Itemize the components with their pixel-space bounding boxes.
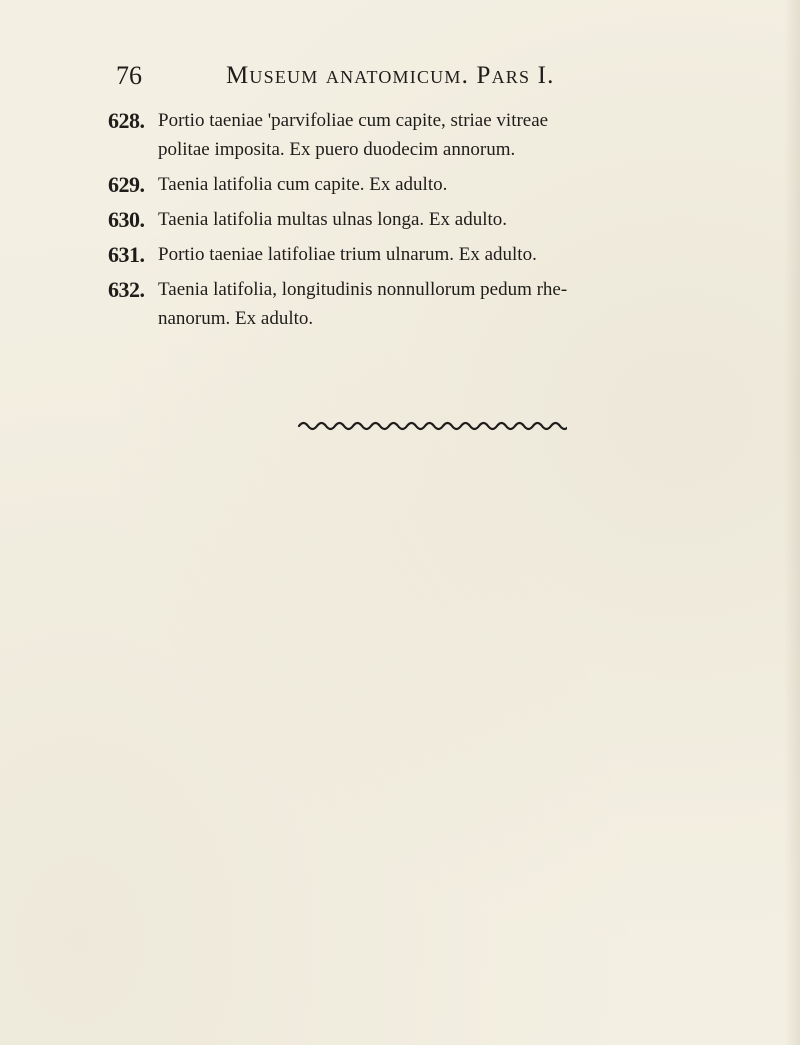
entry-text-line: Taenia latifolia cum capite. Ex adulto. bbox=[158, 174, 448, 195]
entry-text-line: Portio taeniae latifoliae trium ulnarum. Ex adulto. bbox=[158, 244, 537, 265]
running-title: Museum anatomicum. Pars I. bbox=[226, 62, 555, 89]
catalogue-entry bbox=[108, 106, 756, 164]
catalogue-entry bbox=[108, 275, 756, 333]
entry-number: 628. bbox=[108, 108, 145, 133]
page-header bbox=[116, 60, 676, 96]
entry-number: 630. bbox=[108, 207, 145, 232]
entry-text-line: politae imposita. Ex puero duodecim annorum. bbox=[158, 139, 516, 160]
entry-text-line: Taenia latifolia, longitudinis nonnullorum pedum rhe- bbox=[158, 279, 568, 300]
entry-text-line: Taenia latifolia multas ulnas longa. Ex adulto. bbox=[158, 209, 508, 230]
wavy-ornament-icon bbox=[297, 418, 567, 432]
catalogue-entry bbox=[108, 205, 756, 234]
catalogue-entry bbox=[108, 240, 756, 269]
catalogue-entries bbox=[108, 106, 756, 339]
entry-text-line: nanorum. Ex adulto. bbox=[158, 308, 314, 329]
page-number: 76 bbox=[116, 61, 142, 90]
page-edge-shadow bbox=[784, 0, 800, 1045]
entry-number: 629. bbox=[108, 172, 145, 197]
entry-number: 632. bbox=[108, 277, 145, 302]
entry-number: 631. bbox=[108, 242, 145, 267]
catalogue-entry bbox=[108, 170, 756, 199]
entry-text-line: Portio taeniae 'parvifoliae cum capite, striae vitreae bbox=[158, 110, 549, 131]
